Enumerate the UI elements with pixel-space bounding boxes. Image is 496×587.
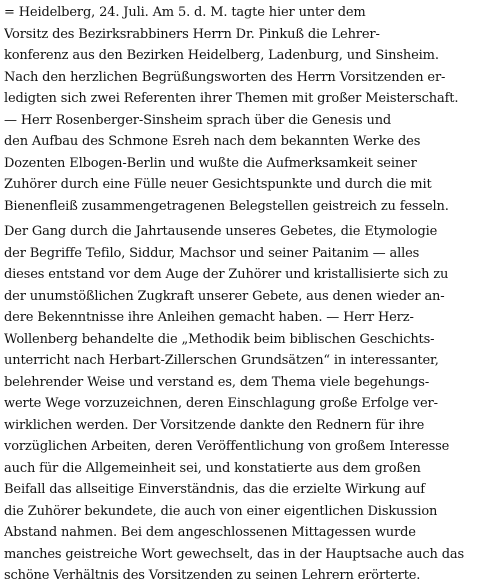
text-line: manches geistreiche Wort gewechselt, das in der Hauptsache auch das <box>4 546 465 562</box>
text-line: der unumstößlichen Zugkraft unserer Gebete, aus denen wieder an- <box>4 288 445 304</box>
text-line: auch für die Allgemeinheit sei, und konstatierte aus dem großen <box>4 460 421 476</box>
newspaper-article <box>4 2 492 583</box>
text-line: Bienenfleiß zusammengetragenen Belegstellen geistreich zu fesseln. <box>4 198 449 214</box>
text-line: Abstand nahmen. Bei dem angeschlossenen Mittagessen wurde <box>4 525 416 540</box>
text-line: wirklichen werden. Der Vorsitzende dankte den Rednern für ihre <box>4 417 425 433</box>
text-line: Wollenberg behandelte die „Methodik beim biblischen Geschichts- <box>4 331 435 347</box>
text-line: = Heidelberg, 24. Juli. Am 5. d. M. tagte hier unter dem <box>4 5 366 20</box>
text-line: Dozenten Elbogen-Berlin und wußte die Aufmerksamkeit seiner <box>4 155 417 171</box>
text-line: ledigten sich zwei Referenten ihrer Themen mit großer Meisterschaft. <box>4 91 459 106</box>
text-line: den Aufbau des Schmone Esreh nach dem bekannten Werke des <box>4 134 421 149</box>
text-line: werte Wege vorzuzeichnen, deren Einschlagung große Erfolge ver- <box>4 396 438 411</box>
text-line: Der Gang durch die Jahrtausende unseres Gebetes, die Etymologie <box>4 224 438 239</box>
article-paragraph-1 <box>4 2 492 217</box>
text-line: dieses entstand vor dem Auge der Zuhörer und kristallisierte sich zu <box>4 267 449 282</box>
text-line: dere Bekenntnisse ihre Anleihen gemacht haben. — Herr Herz- <box>4 310 414 325</box>
text-line: unterricht nach Herbart-Zillerschen Grundsätzen“ in interessanter, <box>4 353 439 368</box>
text-line: schöne Verhältnis des Vorsitzenden zu seinen Lehrern erörterte. <box>4 568 421 583</box>
text-line: belehrender Weise und verstand es, dem Thema viele begehungs- <box>4 374 430 390</box>
text-line: Beifall das allseitige Einverständnis, das die erzielte Wirkung auf <box>4 482 425 497</box>
text-line: Vorsitz des Bezirksrabbiners Herrn Dr. Pinkuß die Lehrer- <box>4 26 380 42</box>
text-line: — Herr Rosenberger-Sinsheim sprach über die Genesis und <box>4 112 392 128</box>
text-line: Zuhörer durch eine Fülle neuer Gesichtspunkte und durch die mit <box>4 177 432 192</box>
text-line: die Zuhörer bekundete, die auch von einer eigentlichen Diskussion <box>4 503 438 519</box>
article-paragraph-2 <box>4 221 492 587</box>
text-line: konferenz aus den Bezirken Heidelberg, Ladenburg, und Sinsheim. <box>4 48 439 63</box>
text-line: der Begriffe Tefilo, Siddur, Machsor und seiner Paitanim — alles <box>4 245 420 261</box>
text-line: Nach den herzlichen Begrüßungsworten des Herrn Vorsitzenden er- <box>4 69 446 85</box>
text-line: vorzüglichen Arbeiten, deren Veröffentlichung von großem Interesse <box>4 439 450 454</box>
